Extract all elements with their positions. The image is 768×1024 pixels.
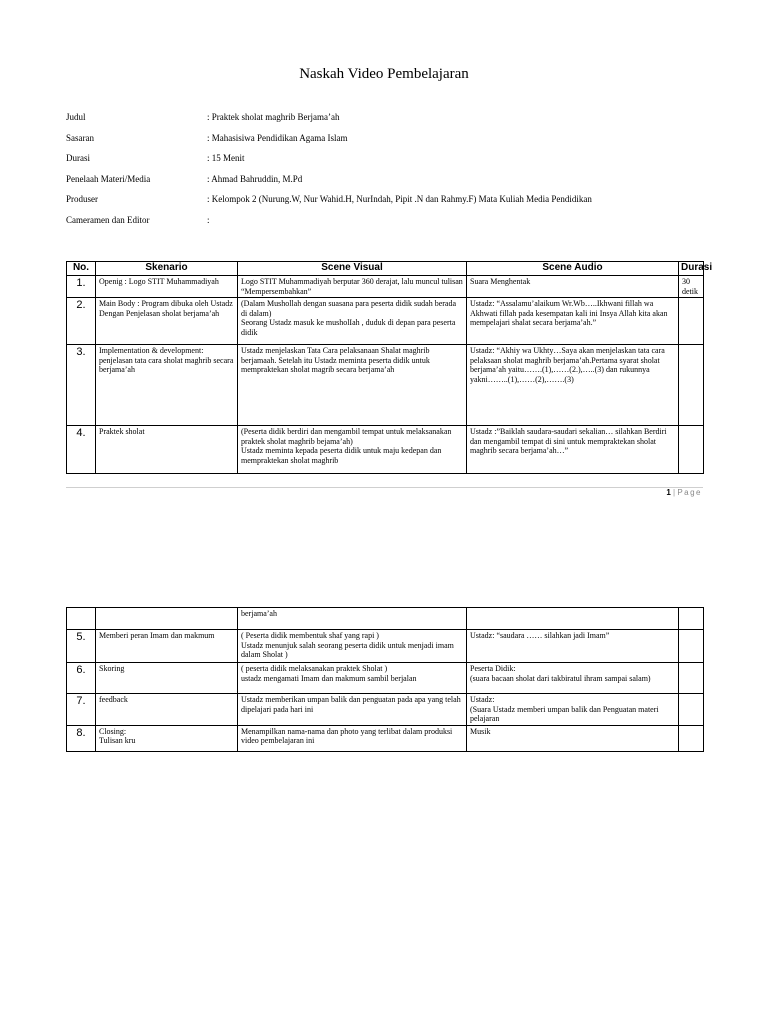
meta-value: : bbox=[207, 214, 210, 225]
meta-label: Penelaah Materi/Media bbox=[66, 173, 151, 184]
cell-durasi bbox=[679, 608, 704, 630]
meta-label: Sasaran bbox=[66, 132, 94, 143]
cell-scene-audio: Ustadz: “saudara …… silahkan jadi Imam” bbox=[467, 630, 679, 663]
meta-value: : Mahasisiwa Pendidikan Agama Islam bbox=[207, 132, 348, 143]
meta-row bbox=[66, 174, 706, 195]
meta-row bbox=[66, 194, 706, 215]
cell-scene-visual: Menampilkan nama-nama dan photo yang terlibat dalam produksi video pembelajaran ini bbox=[238, 725, 467, 751]
header-no: No. bbox=[67, 262, 96, 276]
cell-skenario: Main Body : Program dibuka oleh Ustadz Dengan Penjelasan sholat berjama’ah bbox=[96, 298, 238, 345]
cell-scene-audio: Ustadz: “Akhiy wa Ukhty…Saya akan menjelaskan tata cara pelaksaan sholat maghrib berjama’ah.Pertama syarat sholat berjama’ah yaitu…….(1),……(2.),…..(3) dan rukunnya yakni……..(1),……(2),…….(3) bbox=[467, 345, 679, 426]
table-header-row bbox=[67, 262, 704, 276]
cell-no: 6. bbox=[67, 663, 96, 694]
cell-scene-audio: Ustadz: “Assalamu’alaikum Wr.Wb…..Ikhwani fillah wa Akhwati fillah pada kesempatan kali ini Insya Allah kita akan mempelajari shalat secara berjama’ah.” bbox=[467, 298, 679, 345]
table-row bbox=[67, 608, 704, 630]
metadata-block bbox=[66, 112, 706, 236]
page-number: 1 | Page bbox=[666, 488, 702, 497]
cell-scene-audio bbox=[467, 608, 679, 630]
cell-scene-audio: Peserta Didik: (suara bacaan sholat dari takbiratul ihram sampai salam) bbox=[467, 663, 679, 694]
cell-durasi bbox=[679, 345, 704, 426]
cell-scene-visual: (Dalam Mushollah dengan suasana para peserta didik sudah berada di dalam) Seorang Ustadz masuk ke musholIah , duduk di depan para peserta didik bbox=[238, 298, 467, 345]
cell-scene-visual: ( Peserta didik membentuk shaf yang rapi ) Ustadz menunjuk salah seorang peserta didik untuk menjadi imam dalam Sholat ) bbox=[238, 630, 467, 663]
cell-no: 5. bbox=[67, 630, 96, 663]
meta-row bbox=[66, 112, 706, 133]
meta-label: Durasi bbox=[66, 153, 90, 164]
table-row bbox=[67, 426, 704, 474]
table-row bbox=[67, 345, 704, 426]
meta-label: Judul bbox=[66, 112, 86, 122]
cell-skenario: Praktek sholat bbox=[96, 426, 238, 474]
cell-no: 7. bbox=[67, 694, 96, 726]
cell-durasi bbox=[679, 630, 704, 663]
meta-row bbox=[66, 215, 706, 236]
footer-rule bbox=[66, 487, 703, 488]
meta-row bbox=[66, 153, 706, 174]
cell-scene-visual: ( peserta didik melaksanakan praktek Sholat ) ustadz mengamati Imam dan makmum sambil berjalan bbox=[238, 663, 467, 694]
cell-scene-visual: (Peserta didik berdiri dan mengambil tempat untuk melaksanakan praktek sholat maghrib bejama’ah) Ustadz meminta kepada peserta didik untuk maju kedepan dan mempraktekan sholat maghrib bbox=[238, 426, 467, 474]
cell-durasi: 30 detik bbox=[679, 276, 704, 298]
cell-scene-visual: Ustadz menjelaskan Tata Cara pelaksanaan Shalat maghrib berjamaah. Setelah itu Ustadz meminta peserta didik untuk mempraktekan sholat magrib secara berjama’ah bbox=[238, 345, 467, 426]
table-row bbox=[67, 663, 704, 694]
cell-no: 1. bbox=[67, 276, 96, 298]
cell-durasi bbox=[679, 426, 704, 474]
script-table-page2 bbox=[66, 607, 704, 752]
cell-durasi bbox=[679, 694, 704, 726]
meta-value: : Kelompok 2 (Nurung.W, Nur Wahid.H, NurIndah, Pipit .N dan Rahmy.F) Mata Kuliah Media Pendidikan bbox=[207, 194, 592, 205]
cell-no: 4. bbox=[67, 426, 96, 474]
cell-scene-audio: Musik bbox=[467, 725, 679, 751]
table-row bbox=[67, 276, 704, 298]
cell-scene-audio: Ustadz :”Baiklah saudara-saudari sekalian… silahkan Berdiri dan mengambil tempat di sini untuk mempraktekan sholat maghrib secara berjama’ah…” bbox=[467, 426, 679, 474]
meta-value: : Ahmad Bahruddin, M.Pd bbox=[207, 173, 303, 184]
cell-scene-audio: Ustadz: (Suara Ustadz memberi umpan balik dan Penguatan materi pelajaran bbox=[467, 694, 679, 726]
cell-skenario: feedback bbox=[96, 694, 238, 726]
table-row bbox=[67, 298, 704, 345]
table-row bbox=[67, 725, 704, 751]
meta-label: Cameramen dan Editor bbox=[66, 214, 150, 225]
cell-scene-visual: Logo STIT Muhammadiyah berputar 360 derajat, lalu muncul tulisan “Mempersembahkan” bbox=[238, 276, 467, 298]
meta-value: : Praktek sholat maghrib Berjama’ah bbox=[207, 112, 340, 122]
cell-skenario bbox=[96, 608, 238, 630]
script-table-page1 bbox=[66, 261, 713, 474]
cell-durasi bbox=[679, 663, 704, 694]
cell-scene-visual: Ustadz memberikan umpan balik dan penguatan pada apa yang telah dipelajari pada hari ini bbox=[238, 694, 467, 726]
header-skenario: Skenario bbox=[96, 262, 238, 276]
cell-scene-visual: berjama’ah bbox=[238, 608, 467, 630]
cell-scene-audio: Suara Menghentak bbox=[467, 276, 679, 298]
meta-label: Produser bbox=[66, 194, 98, 205]
cell-no bbox=[67, 608, 96, 630]
header-durasi: Durasi bbox=[679, 262, 704, 276]
cell-skenario: Skoring bbox=[96, 663, 238, 694]
cell-skenario: Implementation & development: penjelasan tata cara sholat maghrib secara berjama’ah bbox=[96, 345, 238, 426]
header-scene-visual: Scene Visual bbox=[238, 262, 467, 276]
cell-durasi bbox=[679, 725, 704, 751]
header-scene-audio: Scene Audio bbox=[467, 262, 679, 276]
cell-skenario: Closing: Tulisan kru bbox=[96, 725, 238, 751]
meta-row bbox=[66, 133, 706, 154]
cell-skenario: Memberi peran Imam dan makmum bbox=[96, 630, 238, 663]
cell-no: 3. bbox=[67, 345, 96, 426]
table-row bbox=[67, 694, 704, 726]
document-title: Naskah Video Pembelajaran bbox=[299, 66, 469, 82]
cell-no: 8. bbox=[67, 725, 96, 751]
cell-skenario: Openig : Logo STIT Muhammadiyah bbox=[96, 276, 238, 298]
table-row bbox=[67, 630, 704, 663]
cell-no: 2. bbox=[67, 298, 96, 345]
meta-value: : 15 Menit bbox=[207, 153, 245, 164]
cell-durasi bbox=[679, 298, 704, 345]
